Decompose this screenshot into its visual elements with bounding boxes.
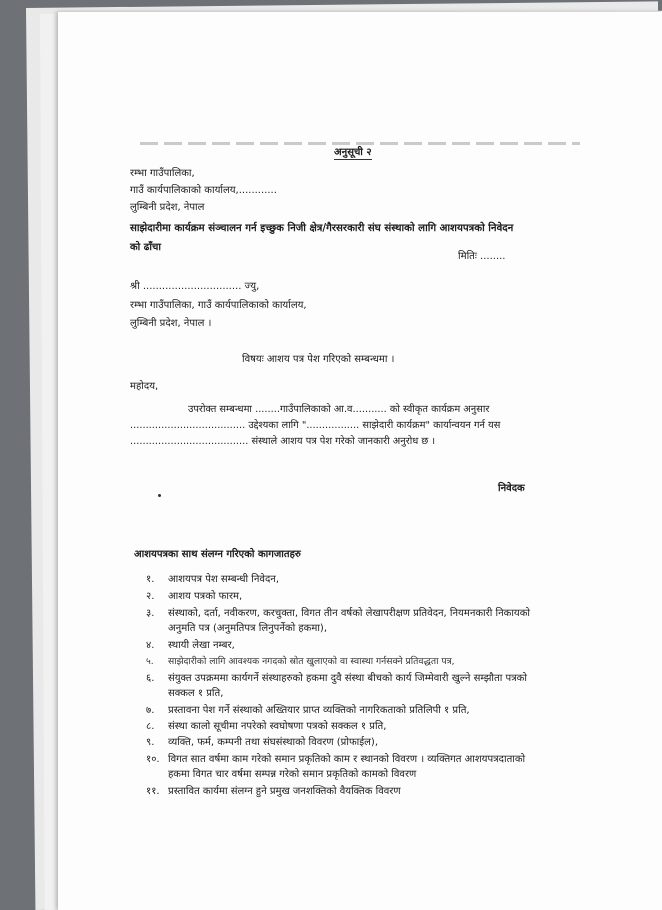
scan-speck	[158, 494, 161, 497]
list-item	[146, 687, 223, 700]
bleed-through-text	[140, 142, 580, 145]
list-item	[146, 704, 470, 717]
list-text: संयुक्त उपक्रममा कार्यगर्ने संस्थाहरुको हकमा दुवै संस्था बीचको कार्य जिम्मेवारी खुल्ने सम्झौता पत्रको	[168, 673, 527, 684]
list-item	[146, 672, 527, 685]
recipient-line-1: श्री ............................... ज्यु,	[130, 281, 260, 292]
list-text: संस्थाको, दर्ता, नवीकरण, करचुक्ता, विगत तीन वर्षको लेखापरीक्षण प्रतिवेदन, नियमनकारी निकायको	[168, 608, 530, 619]
list-number: ८.	[146, 721, 155, 732]
date-field: मितिः ........	[458, 251, 506, 262]
list-text: विगत सात वर्षमा काम गरेको समान प्रकृतिको काम र स्थानको विवरण । व्यक्तिगत आशयपत्रदाताको	[168, 754, 526, 765]
list-number: ११.	[146, 786, 160, 797]
list-item	[146, 768, 416, 781]
list-text: साझेदारीको लागि आवश्यक नगदको स्रोत खुलाएको वा स्वास्था गर्नसक्ने प्रतिवद्धता पत्र,	[168, 656, 455, 667]
list-number: ६.	[146, 673, 155, 684]
list-text: स्थायी लेखा नम्बर,	[168, 640, 235, 651]
heading-line-2: को ढाँचा	[130, 242, 161, 253]
list-item	[146, 590, 242, 603]
recipient-line-2: रम्भा गाउँपालिका, गाउँ कार्यपालिकाको कार्यालय,	[130, 300, 307, 311]
body-line-3: ...................................... संस्थाले आशय पत्र पेश गरेको जानकारी अनुरोध छ ।	[130, 436, 436, 447]
body-line-2: ..................................... उद्देश्यका लागि "................. साझेदारी कार्यक्रम" कार्यान्वयन गर्न यस	[130, 420, 501, 431]
address-line-3: लुम्बिनी प्रदेश, नेपाल	[130, 202, 205, 213]
list-item	[146, 655, 455, 668]
list-text: आशयपत्र पेश सम्बन्धी निवेदन,	[168, 574, 280, 585]
list-text: अनुमति पत्र (अनुमतिपत्र लिनुपर्नेको हकमा),	[168, 623, 327, 634]
salutation: महोदय,	[130, 381, 159, 392]
list-number: २.	[146, 591, 155, 602]
list-text: संस्था कालो सूचीमा नपरेको स्वघोषणा पत्रको सक्कल १ प्रति,	[168, 721, 387, 732]
list-number: ९.	[146, 737, 155, 748]
subject-line: विषयः आशय पत्र पेश गरिएको सम्बन्धमा ।	[242, 354, 395, 365]
list-text: व्यक्ति, फर्म, कम्पनी तथा संघसंस्थाको विवरण (प्रोफाईल),	[168, 737, 379, 748]
list-text: प्रस्तावना पेश गर्ने संस्थाको अख्तियार प्राप्त व्यक्तिको नागरिकताको प्रतिलिपी १ प्रति,	[168, 705, 470, 716]
list-item	[146, 753, 525, 766]
applicant-label: निवेदक	[498, 483, 525, 494]
list-item	[146, 639, 235, 652]
attachments-heading: आशयपत्रका साथ संलग्न गरिएको कागजातहरु	[134, 549, 301, 560]
list-text: सक्कल १ प्रति,	[168, 688, 224, 699]
list-number: १०.	[146, 754, 160, 765]
document-page	[58, 12, 662, 910]
schedule-title: अनुसूची २	[334, 147, 372, 158]
list-item	[146, 736, 378, 749]
list-number: ४.	[146, 640, 155, 651]
list-number: ७.	[146, 705, 155, 716]
list-item	[146, 573, 279, 586]
list-item	[146, 720, 386, 733]
list-text: हकमा विगत चार वर्षमा सम्पन्न गरेको समान प्रकृतिको कामको विवरण	[168, 769, 417, 780]
body-line-1: उपरोक्त सम्बन्धमा ........गाउँपालिकाको आ.व........... को स्वीकृत कार्यक्रम अनुसार	[188, 404, 490, 415]
list-text: आशय पत्रको फारम,	[168, 591, 243, 602]
list-text: प्रस्तावित कार्यमा संलग्न हुने प्रमुख जनशक्तिको वैयक्तिक विवरण	[168, 786, 401, 797]
recipient-line-3: लुम्बिनी प्रदेश, नेपाल ।	[130, 318, 212, 329]
list-number: ३.	[146, 608, 155, 619]
address-line-1: रम्भा गाउँपालिका,	[130, 168, 195, 179]
list-number: १.	[146, 574, 155, 585]
list-item	[146, 622, 327, 635]
address-line-2: गाउँ कार्यपालिकाको कार्यालय,............	[130, 185, 277, 196]
list-item	[146, 785, 401, 798]
list-number: ५.	[146, 656, 154, 667]
heading-line-1: साझेदारीमा कार्यक्रम संञ्चालन गर्न इच्छुक निजी क्षेत्र/गैरसरकारी संघ संस्थाको लागि आशयपत्रको निवेदन	[130, 223, 514, 234]
list-item	[146, 607, 530, 620]
